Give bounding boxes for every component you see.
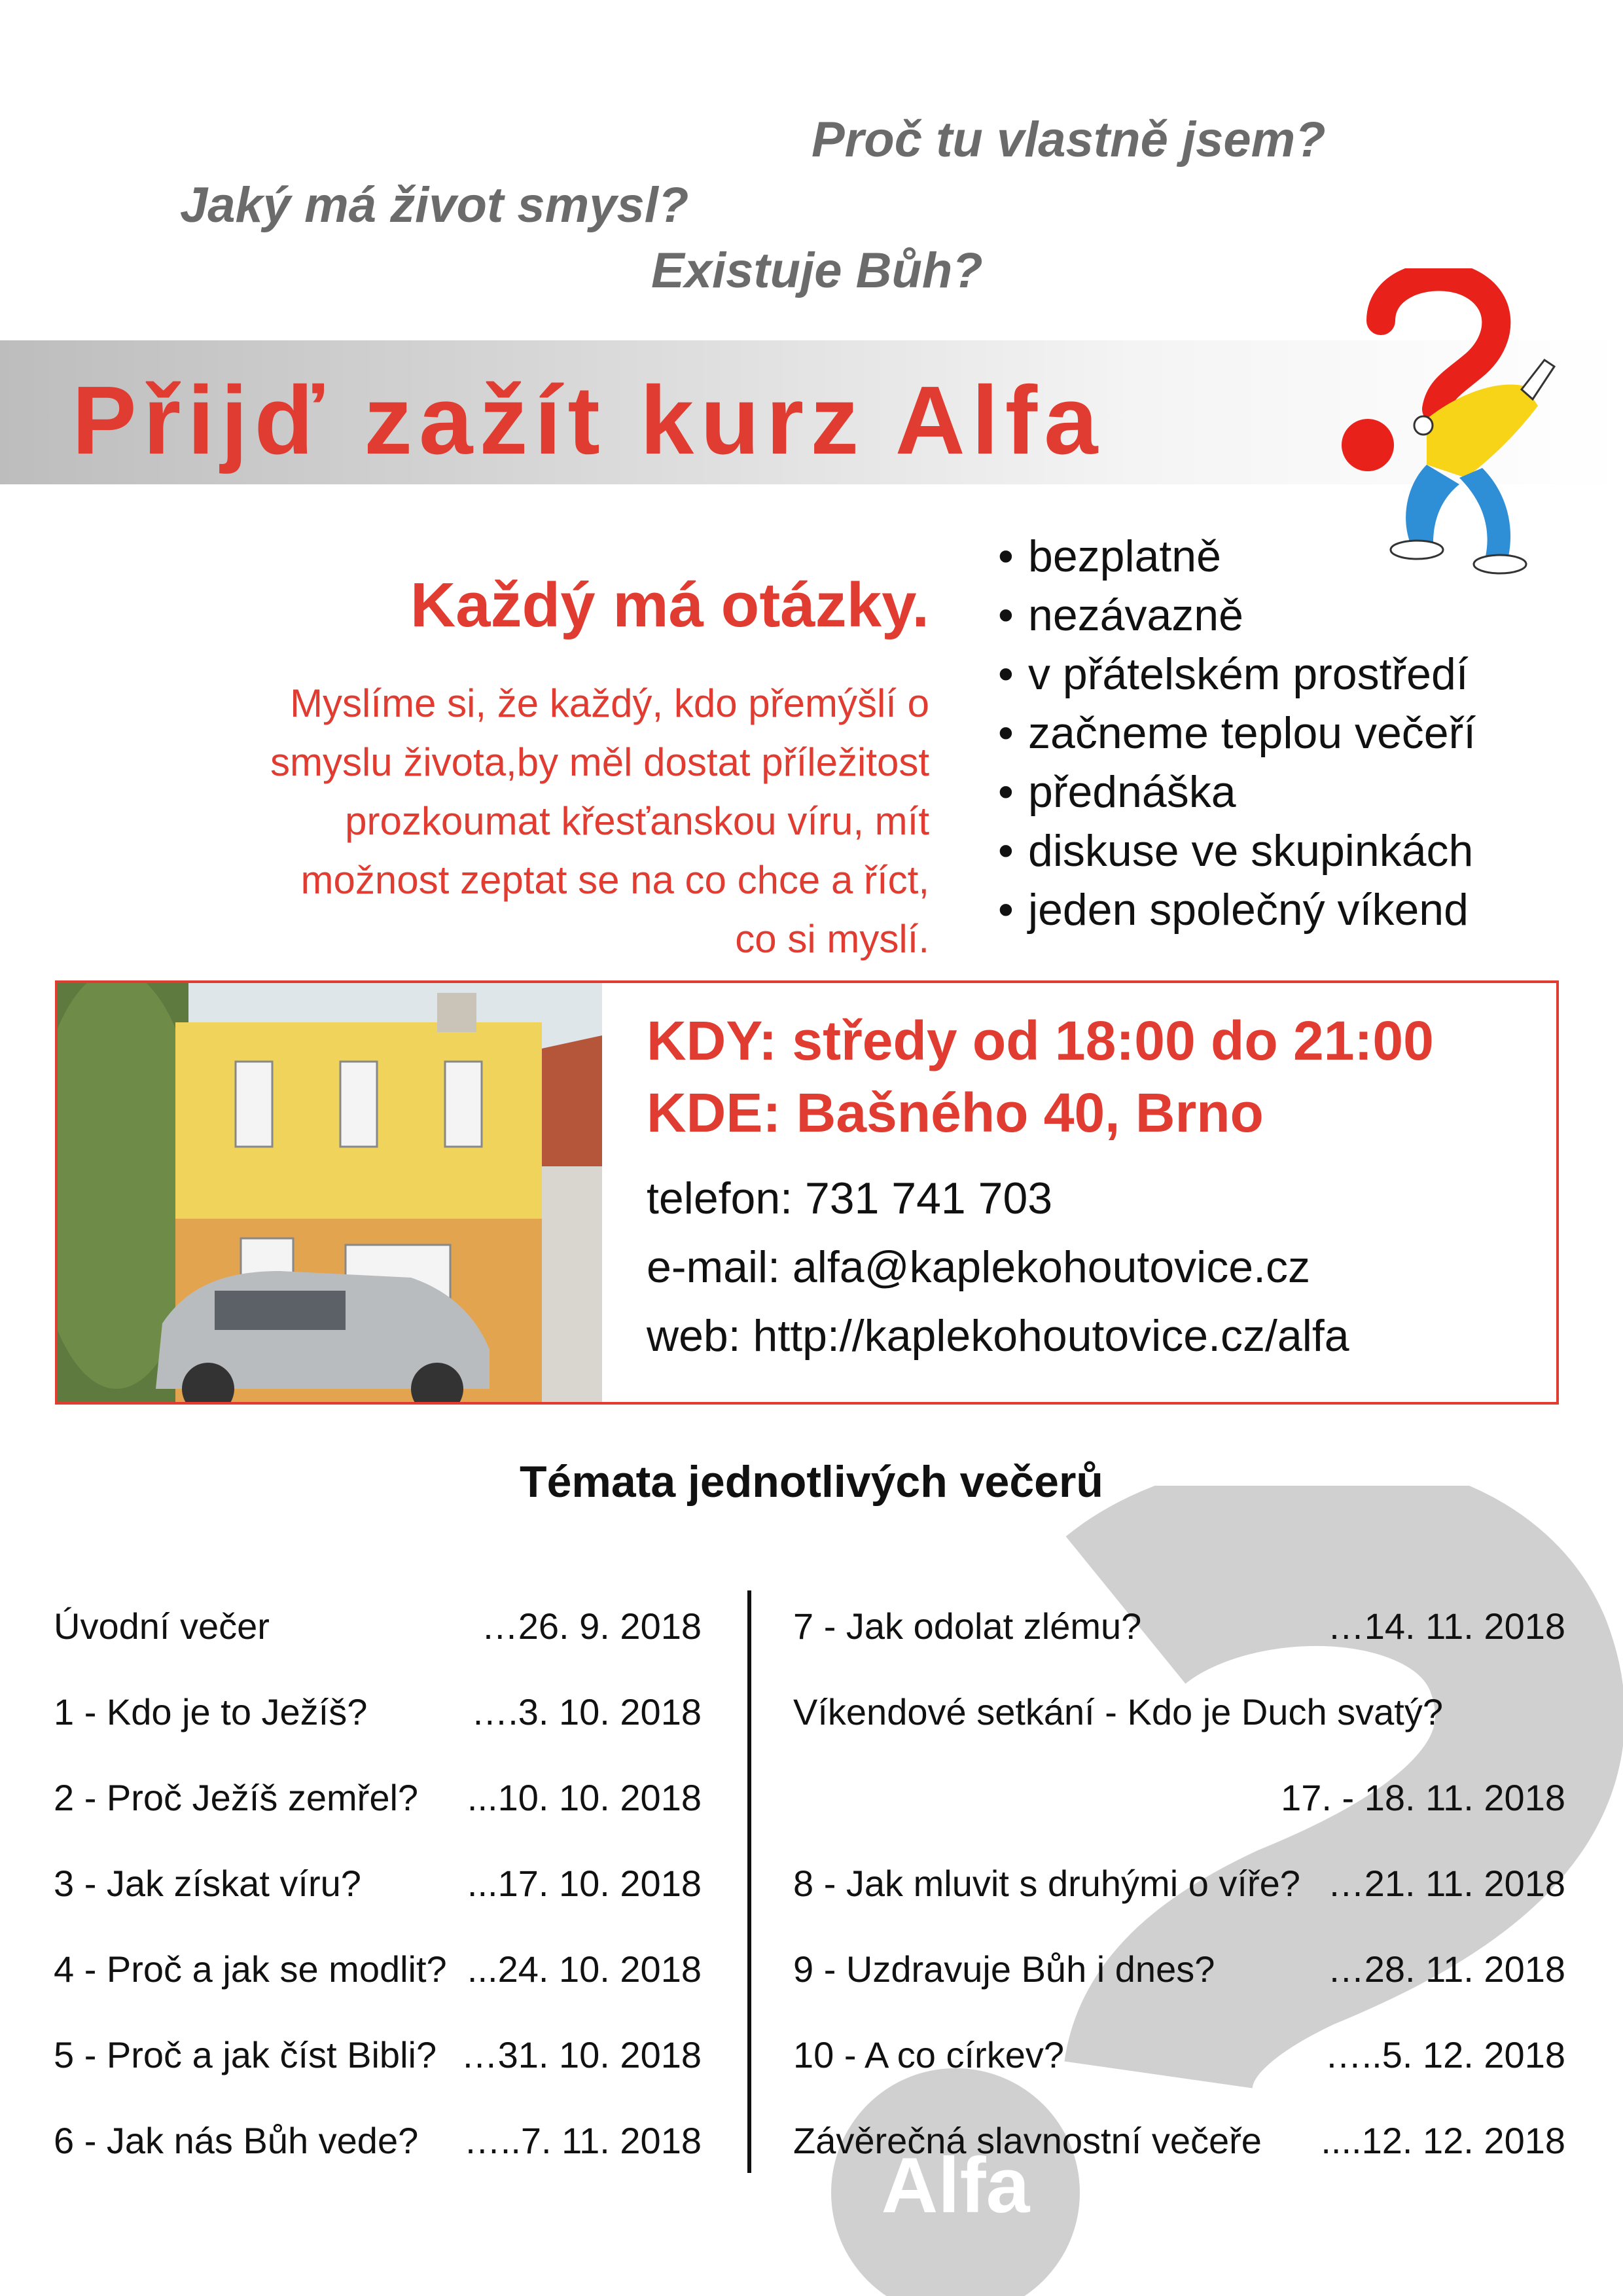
email-link[interactable]: e-mail: alfa@kaplekohoutovice.cz (647, 1242, 1310, 1292)
list-item: • v přátelském prostředí (998, 649, 1469, 699)
question-3: Existuje Bůh? (651, 243, 983, 298)
web-link[interactable]: web: http://kaplekohoutovice.cz/alfa (647, 1311, 1349, 1361)
schedule-title: Témata jednotlivých večerů (520, 1457, 1103, 1507)
page-title: Přijď zažít kurz Alfa (72, 367, 1105, 475)
info-box (55, 980, 1559, 1405)
list-item: • jeden společný víkend (998, 885, 1469, 935)
house-photo (58, 983, 602, 1402)
when-text: KDY: středy od 18:00 do 21:00 (647, 1010, 1434, 1071)
where-text: KDE: Bašného 40, Brno (647, 1082, 1264, 1143)
list-item: • nezávazně (998, 590, 1243, 640)
intro-text: Myslíme si, že každý, kdo přemýšlí o smyslu života,by měl dostat příležitost prozkoumat křesťanskou víru, mít možnost zeptat se na co chce a říct, co si myslí. (270, 681, 929, 961)
list-item: • začneme teplou večeří (998, 708, 1476, 758)
intro-heading: Každý má otázky. (410, 570, 929, 640)
alfa-logo-text: Alfa (881, 2142, 1030, 2229)
benefit-list (998, 527, 1476, 939)
list-item: • diskuse ve skupinkách (998, 826, 1474, 876)
question-2: Jaký má život smysl? (180, 177, 689, 233)
list-item: • bezplatně (998, 531, 1221, 581)
schedule-divider (747, 1590, 751, 2173)
question-1: Proč tu vlastně jsem? (812, 112, 1326, 168)
list-item: • přednáška (998, 767, 1236, 817)
phone-text: telefon: 731 741 703 (647, 1174, 1053, 1223)
